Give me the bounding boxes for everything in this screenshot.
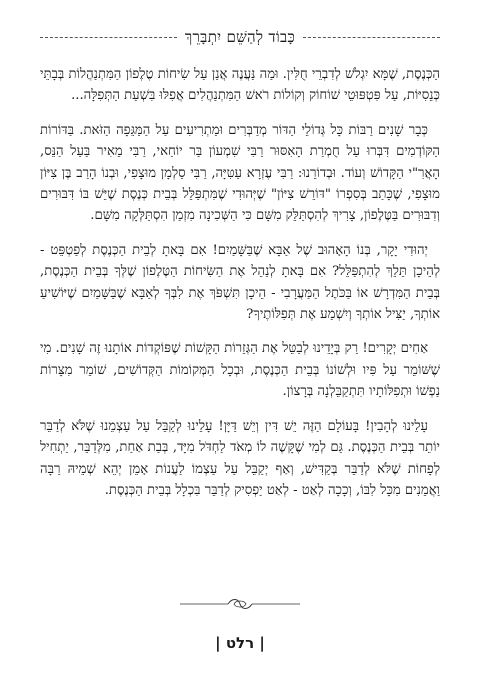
section-end-ornament: [180, 597, 300, 611]
paragraph: יְהוּדִי יָקָר, בְּנוֹ הָאָהוּב שֶׁל אַבָּא שֶׁבַּשָּׁמַיִם! אִם בָּאתָ לְבֵית הַכְּנֶסֶת לְפַטְפֵּט - לְהֵיכָן תֵּלֵךְ לְהִתְפַּלֵּל? אִם בָּאתָ לְנַהֵל אֶת הַשִּׂיחוֹת הַטֶּלֶפוֹן שֶׁלְּךָ בְּבֵית הַכְּנֶסֶת, בְּבֵית הַמִּדְרָשׁ אוֹ בַּכֹּתֶל הַמַּעֲרָבִי - הֵיכָן תִּשְׁפֹּךְ אֶת לִבְּךָ לְאַבָּא שֶׁבַּשָּׁמַיִם שֶׁיּוֹשִׁיעַ אוֹתְךָ, יַצִּיל אוֹתְךָ וְיִשְׁמַע אֶת תְּפִלּוֹתֶיךָ?: [40, 242, 440, 323]
header-rule-right: [303, 37, 440, 38]
paragraph: עָלֵינוּ לְהָבִין! בָּעוֹלָם הַזֶּה יֵשׁ דִּין וְיֵשׁ דַּיָּן! עָלֵינוּ לְקַבֵּל עַל עַצְמֵנוּ שֶׁלֹּא לְדַבֵּר יוֹתֵר בְּבֵית הַכְּנֶסֶת. גַּם לְמִי שֶׁקָּשֶׁה לוֹ מְאֹד לַחְדֹּל מִיָּד, בְּבַת אַחַת, מִלְּדַבֵּר, יַתְחִיל לְפָחוֹת שֶׁלֹּא לְדַבֵּר בְּקַדִּישׁ, וְאַף יְקַבֵּל עַל עַצְמוֹ לַעֲנוֹת אָמֵן יְהֵא שְׁמֵיהּ רַבָּה וַאֲמֵנִים מִכָּל לִבּוֹ, וְכָכָה לְאַט - לְאַט יַפְסִיק לְדַבֵּר בִּכְלָל בְּבֵית הַכְּנֶסֶת.: [40, 418, 440, 498]
paragraph: הַכְּנֶסֶת, שֶׁמָּא יִגְלֹשׁ לְדִבְרֵי חֻלִּין. וּמַה נַּעֲנֶה אֲנַן עַל שִׂיחוֹת טֶלֶפוֹן הַמִּתְנַהֲלוֹת בְּבָתֵּי כְּנֵסִיּוֹת, עַל פִּטְפּוּטֵי שׁוֹחוֹק וְקוֹלוֹת רֹאשׁ הַמִּתְנַהֲלִים אֲפִלּוּ בִּשְׁעַת הַתְּפִלָּה...: [40, 67, 440, 104]
paragraph: כְּבָר שָׁנִים רַבּוֹת כָּל גְּדוֹלֵי הַדּוֹר מְדַבְּרִים וּמַתְרִיעִים עַל הַמַּגֵּפָה הַזֹּאת. בַּדּוֹרוֹת הַקּוֹדְמִים דִּבְּרוּ עַל חֻמְרַת הָאִסּוּר רַבִּי שִׁמְעוֹן בַּר יוֹחַאי, רַבִּי מֵאִיר בַּעַל הַנֵּס, הָאֲרִ"י הַקָּדוֹשׁ וְעוֹד. וּבְדוֹרֵנוּ: רַבִּי עֶזְרָא עַטִּיָּה, רַבִּי סַלְמָן מוּצָפִי, וּבְנוֹ הָרַב בֶּן צִיּוֹן מוּצָפִי, שֶׁכָּתַב בְּסִפְרוֹ "דּוֹרֵשׁ צִיּוֹן" שֶׁיְּהוּדִי שֶׁמִּתְפַּלֵּל בְּבֵית כְּנֶסֶת שֶׁיֵּשׁ בּוֹ דִּבּוּרִים וְדִבּוּרִים בַּטֶּלֶפוֹן, צָרִיךְ לְהִסְתַּלֵּק מִשָּׁם כִּי הַשְּׁכִינָה מִזְמַן הִסְתַּלְּקָה מִשָּׁם.: [40, 122, 440, 224]
article-body: [40, 64, 440, 501]
paragraph: אַחִים יְקָרִים! רַק בְּיָדֵינוּ לְבַטֵּל אֶת הַגְּזֵרוֹת הַקָּשׁוֹת שֶׁפּוֹקְדוֹת אוֹתָנוּ זֶה שָׁנִים. מִי שֶׁשּׁוֹמֵר עַל פִּיו וּלְשׁוֹנוֹ בְּבֵית הַכְּנֶסֶת, וּבְכָל הַמְּקוֹמוֹת הַקְּדוֹשִׁים, שׁוֹמֵר מִצָּרוֹת נַפְשׁוֹ וּתְפִלּוֹתָיו תִּתְקַבֵּלְנָה בְּרָצוֹן.: [40, 341, 440, 400]
running-header: [40, 26, 440, 48]
header-rule-left: [40, 37, 177, 38]
running-title: כָּבוֹד לְהַשֵּׁם יִתְבָּרֵךְ: [184, 27, 296, 46]
page-number: | רלט |: [215, 634, 265, 652]
